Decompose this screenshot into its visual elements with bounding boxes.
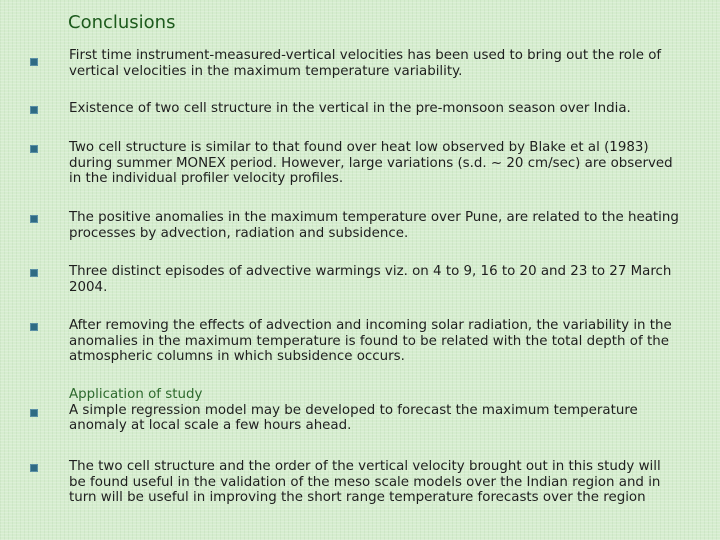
square-bullet-icon	[30, 58, 38, 66]
application-heading: Application of study	[69, 387, 203, 402]
square-bullet-icon	[30, 215, 38, 223]
square-bullet-icon	[30, 106, 38, 114]
bullet-text: Two cell structure is similar to that found over heat low observed by Blake et al (1983) during summer MONEX period. However, large variations (s.d. ~ 20 cm/sec) are observed in the individual profiler velocity profiles.	[69, 140, 673, 186]
bullet-text: First time instrument-measured-vertical velocities has been used to bring out the role of vertical velocities in the maximum temperature variability.	[69, 48, 662, 79]
square-bullet-icon	[30, 323, 38, 331]
square-bullet-icon	[30, 145, 38, 153]
square-bullet-icon	[30, 269, 38, 277]
square-bullet-icon	[30, 409, 38, 417]
slide-title: Conclusions	[68, 12, 176, 33]
bullet-text: After removing the effects of advection and incoming solar radiation, the variability in the anomalies in the maximum temperature is found to be related with the total depth of the atmospheric columns in which subsidence occurs.	[69, 318, 672, 364]
bullet-text: Three distinct episodes of advective warmings viz. on 4 to 9, 16 to 20 and 23 to 27 March 2004.	[69, 264, 672, 295]
bullet-text	[69, 387, 681, 434]
square-bullet-icon	[30, 464, 38, 472]
bullet-text: Existence of two cell structure in the vertical in the pre-monsoon season over India.	[69, 101, 631, 116]
bullet-text: The two cell structure and the order of the vertical velocity brought out in this study will be found useful in the validation of the meso scale models over the Indian region and in turn will be useful in improving the short range temperature forecasts over the region	[69, 459, 661, 505]
bullet-text: The positive anomalies in the maximum temperature over Pune, are related to the heating processes by advection, radiation and subsidence.	[69, 210, 679, 241]
application-text: A simple regression model may be developed to forecast the maximum temperature anomaly at local scale a few hours ahead.	[69, 402, 638, 433]
